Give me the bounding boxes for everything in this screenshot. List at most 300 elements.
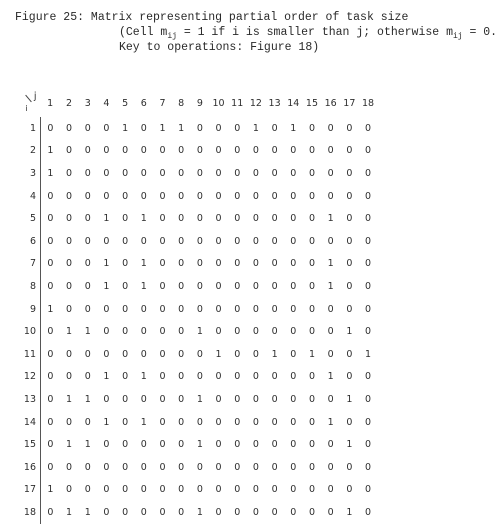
- matrix-cell: 0: [271, 235, 278, 247]
- matrix-cell: 1: [271, 348, 278, 360]
- partial-order-matrix: [14, 93, 378, 524]
- matrix-cell: 1: [122, 122, 129, 134]
- matrix-cell: 0: [159, 280, 166, 292]
- row-header: 15: [14, 433, 41, 456]
- matrix-cell: 0: [327, 190, 334, 202]
- matrix-cell: 0: [66, 145, 73, 157]
- matrix-cell: 0: [365, 167, 372, 179]
- matrix-cell: 0: [327, 484, 334, 496]
- matrix-cell: 0: [178, 190, 185, 202]
- matrix-row: [14, 411, 377, 434]
- matrix-cell: 0: [196, 235, 203, 247]
- matrix-cell: 0: [234, 235, 241, 247]
- matrix-cell: 0: [215, 439, 222, 451]
- matrix-cell: 0: [196, 484, 203, 496]
- column-header: 8: [178, 97, 185, 109]
- matrix-cell: 0: [327, 122, 334, 134]
- matrix-cell: 0: [215, 280, 222, 292]
- column-header: 12: [249, 97, 262, 109]
- matrix-cell: 0: [196, 213, 203, 225]
- matrix-cell: 0: [252, 303, 259, 315]
- matrix-cell: 0: [215, 122, 222, 134]
- matrix-cell: 0: [84, 280, 91, 292]
- matrix-cell: 0: [159, 303, 166, 315]
- matrix-cell: 1: [84, 326, 91, 338]
- matrix-cell: 0: [290, 348, 297, 360]
- matrix-cell: 0: [103, 235, 110, 247]
- matrix-cell: 0: [84, 235, 91, 247]
- matrix-cell: 0: [346, 213, 353, 225]
- matrix-cell: 0: [271, 393, 278, 405]
- matrix-cell: 1: [196, 439, 203, 451]
- matrix-cell: 0: [66, 258, 73, 270]
- matrix-cell: 0: [234, 303, 241, 315]
- matrix-cell: 0: [271, 371, 278, 383]
- matrix-cell: 0: [196, 280, 203, 292]
- matrix-cell: 0: [103, 484, 110, 496]
- matrix-cell: 0: [140, 326, 147, 338]
- matrix-cell: 0: [178, 416, 185, 428]
- matrix-cell: 1: [140, 371, 147, 383]
- matrix-cell: 0: [290, 506, 297, 518]
- matrix-cell: 0: [84, 371, 91, 383]
- matrix-cell: 0: [159, 190, 166, 202]
- matrix-cell: 1: [346, 506, 353, 518]
- matrix-cell: 0: [308, 190, 315, 202]
- matrix-row: [14, 275, 377, 298]
- column-header: 15: [305, 97, 319, 109]
- matrix-cell: 0: [234, 506, 241, 518]
- matrix-cell: 0: [196, 461, 203, 473]
- matrix-cell: 0: [290, 258, 297, 270]
- matrix-row: [14, 479, 377, 502]
- matrix-cell: 0: [252, 461, 259, 473]
- matrix-cell: 0: [271, 122, 278, 134]
- matrix-cell: 0: [271, 484, 278, 496]
- matrix-cell: 0: [271, 416, 278, 428]
- matrix-cell: 0: [252, 258, 259, 270]
- matrix-cell: 0: [252, 326, 259, 338]
- matrix-cell: 1: [346, 393, 353, 405]
- matrix-cell: 0: [271, 439, 278, 451]
- matrix-cell: 0: [47, 439, 54, 451]
- matrix-cell: 0: [271, 461, 278, 473]
- row-header: 12: [14, 366, 41, 389]
- matrix-cell: 1: [327, 213, 334, 225]
- matrix-cell: 0: [196, 303, 203, 315]
- matrix-cell: 0: [66, 461, 73, 473]
- matrix-cell: 0: [234, 371, 241, 383]
- matrix-cell: 0: [178, 303, 185, 315]
- matrix-cell: 0: [290, 213, 297, 225]
- matrix-cell: 1: [215, 348, 222, 360]
- matrix-cell: 0: [327, 506, 334, 518]
- matrix-cell: 0: [47, 461, 54, 473]
- matrix-cell: 0: [365, 484, 372, 496]
- matrix-cell: 0: [365, 439, 372, 451]
- matrix-row: [14, 140, 377, 163]
- matrix-cell: 0: [122, 439, 129, 451]
- matrix-cell: 0: [346, 371, 353, 383]
- matrix-cell: 0: [234, 190, 241, 202]
- matrix-cell: 0: [196, 348, 203, 360]
- matrix-cell: 0: [308, 416, 315, 428]
- matrix-cell: 0: [103, 461, 110, 473]
- matrix-row: [14, 501, 377, 524]
- matrix-cell: 0: [178, 371, 185, 383]
- matrix-cell: 0: [159, 326, 166, 338]
- row-header: 17: [14, 479, 41, 502]
- matrix-cell: 0: [252, 190, 259, 202]
- matrix-cell: 0: [178, 393, 185, 405]
- matrix-cell: 0: [234, 213, 241, 225]
- row-header: 18: [14, 501, 41, 524]
- matrix-cell: 1: [178, 122, 185, 134]
- matrix-cell: 0: [66, 348, 73, 360]
- matrix-cell: 0: [346, 416, 353, 428]
- column-header: 7: [159, 97, 166, 109]
- matrix-cell: 0: [47, 348, 54, 360]
- matrix-cell: 0: [215, 416, 222, 428]
- matrix-cell: 0: [122, 258, 129, 270]
- matrix-cell: 0: [365, 416, 372, 428]
- matrix-cell: 1: [103, 213, 110, 225]
- matrix-cell: 1: [140, 213, 147, 225]
- matrix-cell: 0: [234, 145, 241, 157]
- matrix-cell: 0: [159, 145, 166, 157]
- matrix-cell: 0: [122, 190, 129, 202]
- matrix-cell: 0: [327, 461, 334, 473]
- matrix-cell: 0: [196, 258, 203, 270]
- matrix-cell: 0: [196, 167, 203, 179]
- caption-key: Key to operations: Figure 18): [119, 41, 320, 54]
- row-header: 9: [14, 298, 41, 321]
- matrix-cell: 0: [215, 326, 222, 338]
- matrix-cell: 0: [271, 167, 278, 179]
- matrix-cell: 1: [327, 280, 334, 292]
- matrix-cell: 0: [196, 145, 203, 157]
- matrix-cell: 0: [365, 371, 372, 383]
- matrix-cell: 0: [159, 393, 166, 405]
- matrix-cell: 0: [290, 439, 297, 451]
- matrix-cell: 0: [327, 439, 334, 451]
- matrix-cell: 0: [327, 393, 334, 405]
- matrix-cell: 0: [122, 393, 129, 405]
- matrix-cell: 0: [365, 190, 372, 202]
- matrix-cell: 0: [178, 258, 185, 270]
- matrix-cell: 0: [122, 213, 129, 225]
- matrix-cell: 1: [66, 393, 73, 405]
- matrix-cell: 0: [290, 145, 297, 157]
- matrix-cell: 1: [47, 145, 54, 157]
- matrix-cell: 0: [346, 461, 353, 473]
- matrix-cell: 0: [140, 167, 147, 179]
- matrix-cell: 0: [122, 280, 129, 292]
- matrix-row: [14, 343, 377, 366]
- matrix-cell: 0: [346, 145, 353, 157]
- matrix-cell: 0: [365, 122, 372, 134]
- matrix-cell: 0: [196, 416, 203, 428]
- matrix-cell: 1: [66, 326, 73, 338]
- matrix-cell: 0: [234, 348, 241, 360]
- matrix-cell: 0: [365, 213, 372, 225]
- matrix-cell: 0: [66, 213, 73, 225]
- matrix-cell: 0: [346, 122, 353, 134]
- matrix-cell: 0: [122, 326, 129, 338]
- matrix-cell: 0: [234, 280, 241, 292]
- matrix-cell: 0: [66, 122, 73, 134]
- matrix-cell: 0: [308, 484, 315, 496]
- matrix-cell: 0: [84, 348, 91, 360]
- matrix-cell: 0: [47, 258, 54, 270]
- matrix-cell: 0: [308, 439, 315, 451]
- column-header: 9: [196, 97, 203, 109]
- matrix-cell: 1: [140, 258, 147, 270]
- column-header: 13: [268, 97, 281, 109]
- matrix-cell: 0: [271, 326, 278, 338]
- matrix-cell: 0: [103, 439, 110, 451]
- caption-title: Figure 25: Matrix representing partial order of task size: [15, 11, 409, 24]
- matrix-cell: 0: [66, 235, 73, 247]
- matrix-cell: 1: [252, 122, 259, 134]
- matrix-cell: 0: [66, 167, 73, 179]
- row-variable: i: [25, 104, 28, 113]
- matrix-cell: 0: [308, 506, 315, 518]
- matrix-cell: 0: [215, 145, 222, 157]
- row-header: 1: [14, 117, 41, 140]
- matrix-cell: 0: [346, 167, 353, 179]
- matrix-cell: 0: [122, 416, 129, 428]
- matrix-cell: 0: [252, 371, 259, 383]
- matrix-cell: 0: [234, 416, 241, 428]
- matrix-cell: 0: [103, 506, 110, 518]
- matrix-cell: 0: [103, 145, 110, 157]
- matrix-cell: 1: [308, 348, 315, 360]
- matrix-cell: 1: [327, 258, 334, 270]
- column-header: 1: [47, 97, 54, 109]
- matrix-cell: 0: [159, 416, 166, 428]
- matrix-cell: 1: [47, 303, 54, 315]
- matrix-cell: 0: [103, 326, 110, 338]
- matrix-cell: 0: [365, 393, 372, 405]
- matrix-cell: 0: [66, 190, 73, 202]
- matrix-cell: 0: [159, 235, 166, 247]
- matrix-cell: 0: [178, 326, 185, 338]
- matrix-cell: 0: [290, 167, 297, 179]
- matrix-row: [14, 117, 377, 140]
- matrix-cell: 0: [271, 213, 278, 225]
- column-header: 3: [84, 97, 91, 109]
- column-header: 6: [140, 97, 147, 109]
- matrix-cell: 0: [365, 326, 372, 338]
- matrix-cell: 0: [47, 235, 54, 247]
- matrix-cell: 0: [346, 190, 353, 202]
- matrix-cell: 1: [365, 348, 372, 360]
- matrix-cell: 0: [103, 348, 110, 360]
- matrix-cell: 0: [159, 506, 166, 518]
- matrix-cell: 0: [346, 303, 353, 315]
- matrix-cell: 0: [252, 506, 259, 518]
- matrix-cell: 0: [290, 190, 297, 202]
- matrix-cell: 1: [346, 439, 353, 451]
- matrix-cell: 0: [252, 393, 259, 405]
- matrix-cell: 1: [103, 416, 110, 428]
- matrix-cell: 1: [346, 326, 353, 338]
- matrix-cell: 0: [327, 167, 334, 179]
- matrix-cell: 0: [346, 348, 353, 360]
- matrix-cell: 0: [103, 393, 110, 405]
- matrix-cell: 0: [346, 280, 353, 292]
- matrix-cell: 0: [252, 416, 259, 428]
- matrix-cell: 0: [308, 371, 315, 383]
- matrix-row: [14, 456, 377, 479]
- matrix-cell: 0: [308, 393, 315, 405]
- row-header: 8: [14, 275, 41, 298]
- matrix-cell: 0: [84, 190, 91, 202]
- matrix-cell: 0: [234, 167, 241, 179]
- matrix-cell: 0: [159, 213, 166, 225]
- matrix-header-row: [14, 93, 377, 117]
- matrix-cell: 0: [365, 506, 372, 518]
- matrix-row: [14, 162, 377, 185]
- matrix-cell: 0: [290, 326, 297, 338]
- matrix-cell: 0: [365, 280, 372, 292]
- row-header: 14: [14, 411, 41, 434]
- matrix-cell: 0: [215, 506, 222, 518]
- row-header: 16: [14, 456, 41, 479]
- matrix-cell: 0: [84, 461, 91, 473]
- matrix-cell: 0: [234, 258, 241, 270]
- matrix-cell: 0: [159, 258, 166, 270]
- matrix-cell: 1: [84, 506, 91, 518]
- matrix-cell: 0: [271, 280, 278, 292]
- matrix-body: [14, 117, 377, 524]
- matrix-cell: 0: [308, 303, 315, 315]
- matrix-cell: 0: [122, 371, 129, 383]
- matrix-cell: 0: [47, 371, 54, 383]
- matrix-cell: 1: [196, 393, 203, 405]
- matrix-cell: 1: [84, 439, 91, 451]
- matrix-cell: 0: [140, 122, 147, 134]
- matrix-cell: 0: [178, 280, 185, 292]
- matrix-cell: 1: [47, 167, 54, 179]
- matrix-cell: 0: [159, 167, 166, 179]
- matrix-cell: 0: [178, 484, 185, 496]
- matrix-cell: 0: [365, 303, 372, 315]
- column-header: 11: [231, 97, 244, 109]
- matrix-cell: 0: [234, 484, 241, 496]
- matrix-cell: 0: [84, 213, 91, 225]
- matrix-cell: 0: [84, 167, 91, 179]
- matrix-cell: 0: [215, 393, 222, 405]
- matrix-cell: 0: [215, 303, 222, 315]
- matrix-cell: 0: [271, 145, 278, 157]
- matrix-cell: 0: [47, 326, 54, 338]
- matrix-cell: 0: [66, 371, 73, 383]
- matrix-cell: 0: [103, 303, 110, 315]
- matrix-cell: 0: [84, 303, 91, 315]
- matrix-cell: 0: [122, 145, 129, 157]
- matrix-cell: 0: [178, 145, 185, 157]
- matrix-cell: 0: [140, 145, 147, 157]
- matrix-cell: 1: [140, 416, 147, 428]
- matrix-cell: 0: [196, 122, 203, 134]
- matrix-cell: 0: [346, 484, 353, 496]
- matrix-cell: 0: [252, 167, 259, 179]
- matrix-cell: 0: [271, 190, 278, 202]
- matrix-cell: 0: [84, 484, 91, 496]
- matrix-cell: 0: [84, 122, 91, 134]
- matrix-cell: 0: [140, 190, 147, 202]
- matrix-cell: 0: [308, 280, 315, 292]
- matrix-cell: 0: [140, 348, 147, 360]
- column-header: 16: [324, 97, 337, 109]
- matrix-cell: 1: [196, 326, 203, 338]
- matrix-cell: 0: [215, 258, 222, 270]
- matrix-cell: 0: [290, 416, 297, 428]
- matrix-cell: 0: [84, 258, 91, 270]
- matrix-cell: 0: [290, 484, 297, 496]
- matrix-cell: 1: [140, 280, 147, 292]
- matrix-cell: 0: [122, 484, 129, 496]
- matrix-row: [14, 298, 377, 321]
- matrix-cell: 0: [234, 326, 241, 338]
- matrix-cell: 0: [252, 213, 259, 225]
- row-header: 6: [14, 230, 41, 253]
- matrix-cell: 0: [215, 461, 222, 473]
- matrix-cell: 0: [271, 506, 278, 518]
- matrix-cell: 0: [327, 235, 334, 247]
- matrix-cell: 0: [308, 122, 315, 134]
- matrix-cell: 0: [252, 235, 259, 247]
- matrix-cell: 0: [290, 280, 297, 292]
- column-header: 18: [361, 97, 375, 109]
- matrix-cell: 0: [47, 213, 54, 225]
- matrix-cell: 0: [327, 348, 334, 360]
- matrix-cell: 1: [66, 439, 73, 451]
- matrix-row: [14, 366, 377, 389]
- matrix-cell: 0: [159, 348, 166, 360]
- matrix-cell: 0: [196, 371, 203, 383]
- matrix-cell: 0: [84, 416, 91, 428]
- matrix-cell: 0: [140, 393, 147, 405]
- matrix-cell: 0: [327, 145, 334, 157]
- matrix-cell: 0: [308, 213, 315, 225]
- matrix-row: [14, 320, 377, 343]
- column-variable: j: [33, 91, 37, 102]
- matrix-cell: 1: [84, 393, 91, 405]
- matrix-cell: 0: [308, 258, 315, 270]
- matrix-cell: 0: [122, 461, 129, 473]
- matrix-cell: 0: [140, 506, 147, 518]
- matrix-cell: 1: [327, 416, 334, 428]
- row-header: 4: [14, 185, 41, 208]
- matrix-cell: 0: [140, 439, 147, 451]
- row-header: 10: [14, 320, 41, 343]
- matrix-cell: 0: [252, 348, 259, 360]
- matrix-cell: 0: [308, 145, 315, 157]
- matrix-cell: 0: [215, 213, 222, 225]
- row-header: 2: [14, 140, 41, 163]
- matrix-cell: 0: [103, 122, 110, 134]
- matrix-cell: 0: [252, 145, 259, 157]
- matrix-cell: 0: [327, 326, 334, 338]
- matrix-cell: 0: [159, 461, 166, 473]
- matrix-cell: 0: [47, 190, 54, 202]
- matrix-cell: 0: [365, 145, 372, 157]
- matrix-cell: 0: [308, 461, 315, 473]
- matrix-cell: 0: [178, 506, 185, 518]
